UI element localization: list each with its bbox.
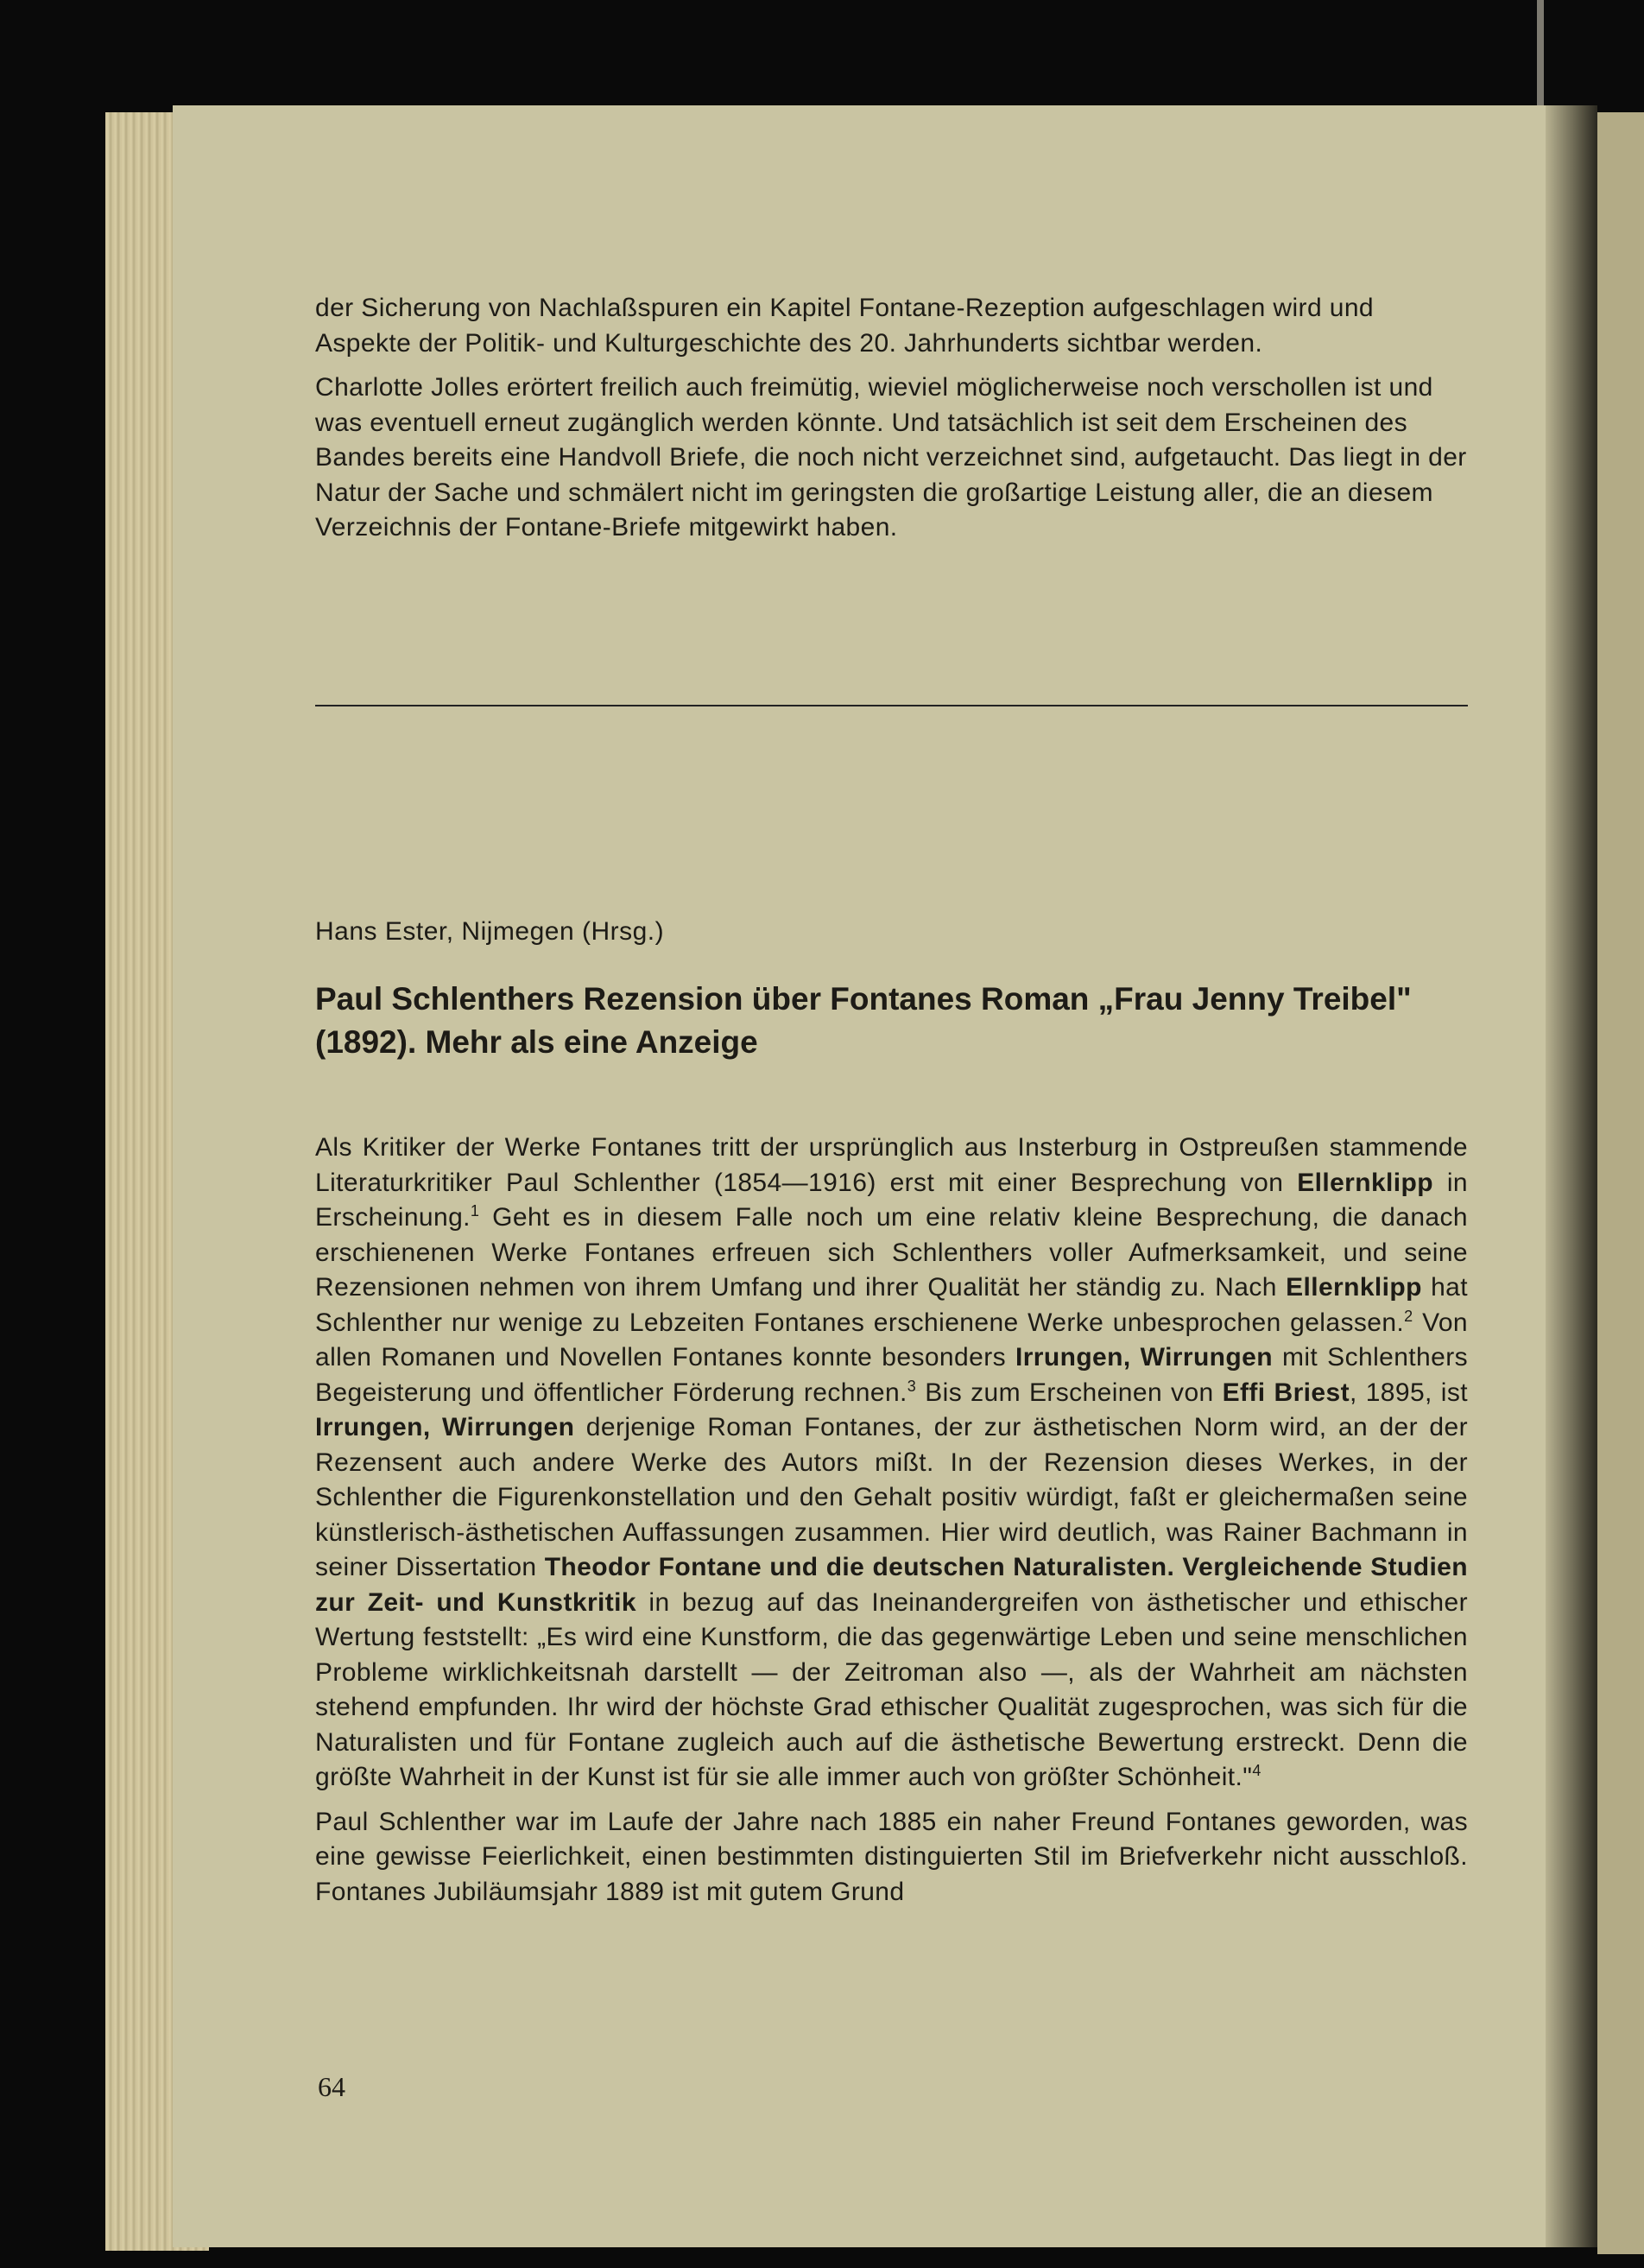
paragraph-nachlass: der Sicherung von Nachlaßspuren ein Kapitel Fontane-Rezeption aufgeschlagen wird und Aspekte der Politik- und Kulturgeschichte des 20. Jahrhunderts sichtbar werden. [315, 294, 1375, 358]
work-title-irrungen-wirrungen: Irrungen, Wirrungen [315, 1413, 575, 1441]
article-title: Paul Schlenthers Rezension über Fontanes Roman „Frau Jenny Treibel" (1892). Mehr als eine Anzeige [315, 981, 1412, 1060]
book-gutter [1546, 105, 1597, 2247]
scan-top-mark [1537, 0, 1544, 105]
text-run: in bezug auf das Ineinandergreifen von ästhetischer und ethischer Wertung feststellt: „Es wird eine Kunstform, die das gegenwärtige Leben und seine menschlichen Probleme wirklichkeitsnah darstellt — der Zeitroman also —, als der Wahrheit am nächsten stehend empfunden. Ihr wird der höchste Grad ethischer Qualität zugesprochen, was sich für die Naturalisten und für Fontane zugleich auch auf die ästhetische Bewertung erstreckt. Denn die größte Wahrheit in der Kunst ist für sie alle immer auch von größter Schönheit." [315, 1587, 1468, 1791]
footnote-ref-2: 2 [1404, 1307, 1413, 1325]
work-title-ellernklipp: Ellernklipp [1286, 1273, 1422, 1302]
footnote-ref-1: 1 [470, 1202, 480, 1220]
work-title-ellernklipp: Ellernklipp [1297, 1168, 1433, 1197]
text-run: Geht es in diesem Falle noch um eine relativ kleine Besprechung, die danach erschienenen Werke Fontanes erfreuen sich Schlenthers voller Aufmerksamkeit, und seine Rezensionen nehmen von ihrem Umfang und ihrer Qualität her ständig zu. Nach [315, 1203, 1468, 1302]
text-run: Von allen Romanen und Novellen Fontanes konnte besonders [315, 1308, 1468, 1372]
article-body [315, 1131, 1468, 1910]
text-run: in Erscheinung. [315, 1168, 1468, 1232]
section-divider [315, 705, 1468, 706]
dissertation-title: Theodor Fontane und die deutschen Naturalisten. Vergleichende Studien zur Zeit- und Kunstkritik [315, 1553, 1468, 1617]
facing-page-edge [1597, 112, 1644, 2254]
top-section [315, 291, 1468, 546]
work-title-irrungen-wirrungen: Irrungen, Wirrungen [1015, 1343, 1273, 1372]
text-run: derjenige Roman Fontanes, der zur ästhetischen Norm wird, an der der Rezensent auch andere Werke des Autors mißt. In der Rezension dieses Werkes, in der Schlenther die Figurenkonstellation und den Gehalt positiv würdigt, faßt er gleichermaßen seine künstlerisch-ästhetischen Auffassungen zusammen. Hier wird deutlich, was Rainer Bachmann in seiner Dissertation [315, 1413, 1468, 1581]
text-run: hat Schlenther nur wenige zu Lebzeiten Fontanes erschienene Werke unbesprochen gelassen. [315, 1273, 1468, 1337]
text-run: , 1895, ist [1349, 1378, 1468, 1407]
paragraph-jolles: Charlotte Jolles erörtert freilich auch freimütig, wieviel möglicherweise noch verschollen ist und was eventuell erneut zugänglich werden könnte. Und tatsächlich ist seit dem Erscheinen des Bandes bereits eine Handvoll Briefe, die noch nicht verzeichnet sind, aufgetaucht. Das liegt in der Natur der Sache und schmälert nicht im geringsten die großartige Leistung aller, die an diesem Verzeichnis der Fontane-Briefe mitgewirkt haben. [315, 373, 1467, 542]
text-run: Als Kritiker der Werke Fontanes tritt der ursprünglich aus Insterburg in Ostpreußen stammende Literaturkritiker Paul Schlenther (1854—1916) erst mit einer Besprechung von [315, 1133, 1468, 1197]
text-run: mit Schlenthers Begeisterung und öffentlicher Förderung rechnen. [315, 1343, 1468, 1407]
work-title-effi-briest: Effi Briest [1222, 1378, 1350, 1407]
article-author: Hans Ester, Nijmegen (Hrsg.) [315, 917, 665, 946]
footnote-ref-3: 3 [907, 1377, 917, 1395]
text-run: Bis zum Erscheinen von [916, 1378, 1223, 1407]
page-number: 64 [318, 2071, 345, 2102]
paragraph-freund: Paul Schlenther war im Laufe der Jahre nach 1885 ein naher Freund Fontanes geworden, was eine gewisse Feierlichkeit, einen bestimmten distinguierten Stil im Briefverkehr nicht ausschloß. Fontanes Jubiläumsjahr 1889 ist mit gutem Grund [315, 1807, 1468, 1906]
paragraph-kritiker [315, 1131, 1468, 1796]
footnote-ref-4: 4 [1252, 1762, 1261, 1779]
